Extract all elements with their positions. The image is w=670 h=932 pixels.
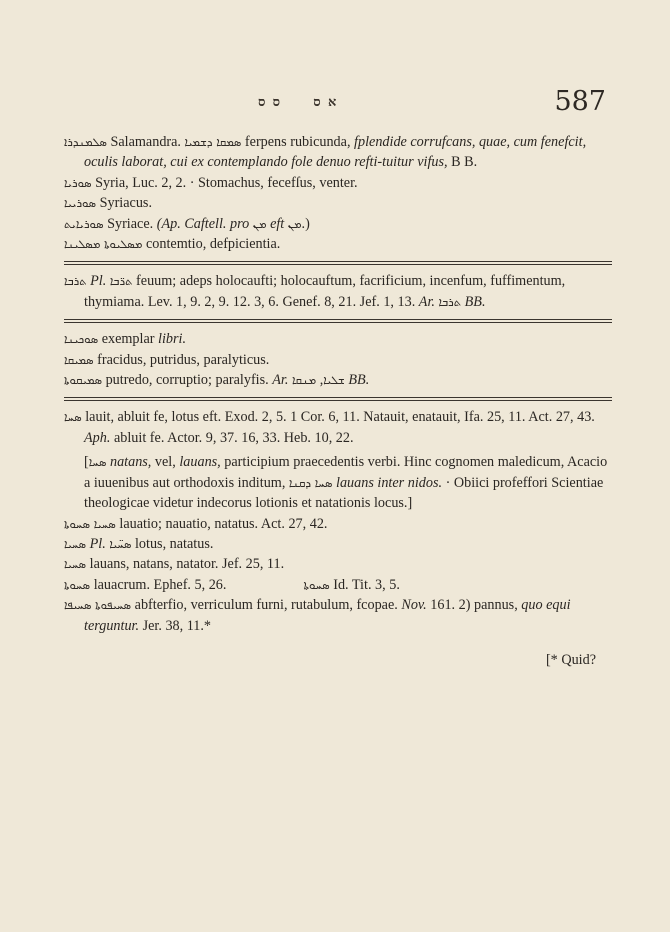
entry-lauit xyxy=(64,407,612,448)
plural-marker: Pl. xyxy=(90,273,107,290)
entry-text: .) xyxy=(301,215,310,232)
entry-italic: (Ap. Caftell. pro xyxy=(156,215,250,232)
entry-text: lauatio; nauatio, natatus. Act. 27, 42. xyxy=(115,515,328,532)
entry-text: ferpens rubicunda, xyxy=(241,134,355,150)
syriac-headword: ܣܚܐ xyxy=(64,410,82,425)
syriac-headword: ܣܘܪܝܐ xyxy=(64,175,92,190)
entry-text: 161. 2) pannus, xyxy=(426,597,522,614)
syriac-headword: ܣܡܝܩܐ xyxy=(64,352,94,367)
section-divider xyxy=(64,319,612,323)
syriac-word: ܣܚܐ ܕܩܢܐ xyxy=(288,475,333,490)
footnote-quid: [* Quid? xyxy=(545,652,596,669)
entry-text: Salamandra. xyxy=(106,134,185,150)
entry-text: putredo, corruptio; paralyfis. xyxy=(102,372,273,389)
syriac-headword: ܣܚܝܐ ܣܚܘܬܐ xyxy=(64,516,116,531)
entry-contemtio xyxy=(64,234,612,254)
entry-italic: fplendide corrufcans, quae, cum fenefcit, oculis laborat, cui ex contemplando fole denuo refti-tuitur vifus, xyxy=(84,134,587,171)
entry-text: Syriacus. xyxy=(96,195,153,212)
syriac-word: ܣܡܩܐ ܕܫܡܝܐ xyxy=(184,135,242,149)
bracket-open: [ xyxy=(84,454,89,471)
arabic-word: ܡܢܩܐ xyxy=(291,373,317,388)
entry-putredo: ܣܡܝܩܘܬܐ putredo, corruptio; paralyfis. Ar. ܫܠܝܐ, ܡܢܩܐ BB. xyxy=(64,372,370,389)
syriac-headword: ܣܚܝܐ xyxy=(64,536,87,551)
arabic-word: ܬܪܒܐ xyxy=(438,294,462,309)
bracket-note xyxy=(64,452,612,513)
signature-mark: ס ס xyxy=(258,94,283,109)
entry-lauacrum xyxy=(64,575,612,595)
syriac-word: ܡܢ xyxy=(287,216,302,231)
entry-lauatio xyxy=(64,514,612,534)
syriac-headword: ܣܘܪܝܐܝܬ xyxy=(64,216,104,231)
syriac-headword: ܡܣܠܝܘܬܐ ܡܣܠܝܢܐ xyxy=(64,237,143,252)
entry-text: lotus, natatus. xyxy=(131,535,214,552)
syriac-headword: ܣܚܝܦܘܬܐ ܣܚܝܦܐ xyxy=(64,598,132,613)
entry-text: abluit fe. Actor. 9, 37. 16, 33. Heb. 10, 22. xyxy=(110,429,354,446)
syriac-word: ܡܢ xyxy=(252,216,267,231)
syriac-word: ܣܚ̈ܝܐ xyxy=(109,536,132,551)
entry-source: B B. xyxy=(447,154,478,171)
syriac-word: ܬܪ̈ܒܐ xyxy=(109,274,133,289)
entry-salamandra xyxy=(64,132,612,173)
entry-italic: libri. xyxy=(158,331,187,348)
entry-italic: eft xyxy=(270,215,285,232)
entry-seuum xyxy=(64,271,612,312)
entry-source: BB. xyxy=(344,372,370,389)
syriac-headword: ܣܘܪܝܝܐ xyxy=(64,196,97,211)
entry-absterfio xyxy=(64,595,612,636)
entry-text: fracidus, putridus, paralyticus. xyxy=(93,351,270,368)
entry-italic: lauans, xyxy=(179,454,221,471)
signature-marks xyxy=(258,94,364,110)
entry-italic: lauans inter nidos. xyxy=(332,474,443,491)
entry-text: lauans, natans, natator. Jef. 25, 11. xyxy=(86,556,285,573)
entry-text: participium praecedentis verbi. Hinc cognomen maledicum, Acacio a iuuenibus aut orthodoxis inditum, xyxy=(84,454,608,491)
entry-text: contemtio, defpicientia. xyxy=(142,236,281,253)
entry-text: exemplar xyxy=(98,331,159,348)
entry-text: feuum; adeps holocaufti; holocauftum, facrificium, incenfum, fuffimentum, thymiama. Lev. 1, 9. 2, 9. 12. 3, 6. Genef. 8, 21. Jef. 1, 13. xyxy=(84,273,566,310)
signature-mark: א ס xyxy=(313,94,339,109)
arabic-marker: Ar. xyxy=(418,293,435,310)
entry-text: abfterfio, verriculum furni, rutabulum, fcopae. xyxy=(131,597,402,614)
entry-lotus xyxy=(64,534,612,554)
entry-text: · Obiici profeffori Scientiae theologicae videtur indecorus lotionis et natationis locus.] xyxy=(84,474,604,512)
entry-italic: quo equi terguntur. xyxy=(84,597,571,634)
syriac-headword: ܣܡܝܩܘܬܐ xyxy=(64,373,103,388)
section-divider xyxy=(64,397,612,401)
syriac-headword: ܣܘܟܝܢܐ xyxy=(64,332,99,347)
entry-text: Id. Tit. 3, 5. xyxy=(329,576,400,593)
plural-marker: Pl. xyxy=(89,535,106,552)
entry-text: Syriace. xyxy=(103,215,157,232)
arabic-word: ܫܠܝܐ xyxy=(323,373,345,388)
entry-text: lauit, abluit fe, lotus eft. Exod. 2, 5. 1 Cor. 6, 11. Natauit, enatauit, Ifa. 25, 11. Act. 27, 43. xyxy=(81,409,595,426)
entry-syriacus xyxy=(64,193,612,213)
page-number: 587 xyxy=(554,86,606,117)
syriac-word: ܣܚܐ xyxy=(88,455,107,470)
syriac-headword: ܬܪܒܐ xyxy=(64,274,87,289)
page-header xyxy=(0,86,670,126)
entry-text: lauacrum. Ephef. 5, 26. xyxy=(90,576,227,593)
syriac-headword: ܣܚܘܬܐ xyxy=(64,577,91,592)
entry-syriace xyxy=(64,214,612,234)
entry-syria xyxy=(64,173,612,193)
entry-fracidus xyxy=(64,350,612,370)
syriac-word: ܣܚܘܬܐ xyxy=(303,577,330,592)
dictionary-body xyxy=(64,132,612,685)
entry-italic: natans, xyxy=(106,454,152,471)
syriac-headword: ܣܚܝܐ xyxy=(64,557,87,572)
entry-text: Syria, Luc. 2, 2. · Stomachus, fecefſus, venter. xyxy=(91,174,358,191)
entry-italic: Nov. xyxy=(401,597,427,614)
entry-source: BB. xyxy=(461,293,486,310)
entry-text: Jer. 38, 11.* xyxy=(139,617,212,634)
entry-text: vel, xyxy=(151,454,180,471)
syriac-headword: ܣܠܡܢܕܪܐ xyxy=(64,135,107,149)
entry-italic: Aph. xyxy=(84,429,111,446)
entry-lauans xyxy=(64,554,612,574)
section-divider xyxy=(64,261,612,265)
arabic-marker: Ar. xyxy=(272,372,289,389)
entry-exemplar xyxy=(64,329,612,349)
